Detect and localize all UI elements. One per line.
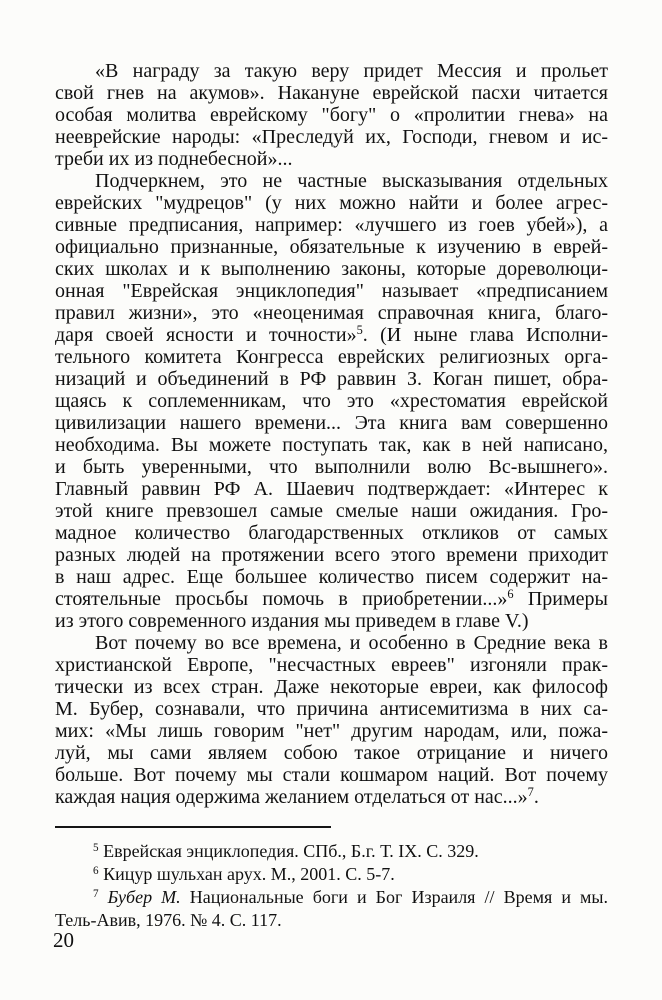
text-line: «В награду за такую веру придет Мессия и прольет [95,60,608,82]
footnote-marker: 5 [93,841,99,854]
paragraph [55,632,608,808]
text-line: Вот почему во все времена, и особенно в Средние века в [95,632,608,654]
text-line: в наш адрес. Еще большее количество писем содержит на- [55,566,608,588]
paragraph [55,170,608,632]
text-line: даря своей ясности и точности»$^5$. (И ныне глава Исполни- [55,323,608,346]
footnote-line: $^7$ Бубер М. Национальные боги и Бог Израиля // Время и мы. [93,887,609,907]
footnote-marker: 7 [93,887,99,900]
text-line: тельного комитета Конгресса еврейских религиозных орга- [55,346,608,368]
text-line: официально признанные, обязательные к изучению в еврей- [55,236,608,258]
footnote-line: $^6$ Кицур шульхан арух. М., 2001. С. 5-7. [93,864,395,884]
footnote-line: Тель-Авив, 1976. № 4. С. 117. [55,910,282,930]
text-line: и быть уверенными, что выполнили волю Вс-вышнего». [55,456,608,478]
footnote-author: Бубер М. [107,887,181,907]
text-line: Главный раввин РФ А. Шаевич подтверждает: «Интерес к [55,478,608,500]
text-line: цивилизации нашего времени... Эта книга вам совершенно [55,412,608,434]
text-line: онная "Еврейская энциклопедия" называет «предписанием [55,280,608,302]
text-line: больше. Вот почему мы стали кошмаром наций. Вот почему [55,764,608,786]
text-line: свой гнев на акумов». Накануне еврейской пасхи читается [55,82,608,104]
text-line: каждая нация одержима желанием отделаться от нас...»$^7$. [55,785,539,808]
text-line: еврейских "мудрецов" (у них можно найти и более агрес- [55,192,608,214]
text-line: треби их из поднебесной»... [55,148,293,170]
text-line: луй, мы сами являем собою такое отрицание и ничего [55,742,608,764]
body-text [55,60,608,808]
text-line: ских школах и к выполнению законы, которые дореволюци- [55,258,608,280]
text-line: разных людей на протяжении всего этого времени приходит [55,544,608,566]
text-line: тически из всех стран. Даже некоторые евреи, как философ [55,676,608,698]
text-line: этой книге превзошел самые смелые наши ожидания. Гро- [55,500,608,522]
footnote-marker: 6 [93,864,99,877]
text-line: стоятельные просьбы помочь в приобретении...»$^6$ Примеры [55,587,608,610]
text-line: щаясь к соплеменникам, что это «хрестоматия еврейской [55,390,608,412]
text-line: Подчеркнем, это не частные высказывания отдельных [95,170,608,192]
text-line: мадное количество благодарственных откликов от самых [55,522,608,544]
text-line: необходима. Вы можете поступать так, как в ней написано, [55,434,608,456]
footnote-ref: 5 [356,323,363,338]
text-line: нееврейские народы: «Преследуй их, Господи, гневом и ис- [55,126,608,148]
page-number: 20 [53,928,74,952]
footnote-divider [55,826,331,828]
text-line: низаций и объединений в РФ раввин З. Коган пишет, обра- [55,368,608,390]
paragraph [55,60,608,170]
text-line: особая молитва еврейскому "богу" о «пролитии гнева» на [55,104,608,126]
text-line: христианской Европе, "несчастных евреев" изгоняли прак- [55,654,608,676]
text-line: сивные предписания, например: «лучшего из гоев убей»), а [55,214,608,236]
footnote-ref: 7 [527,785,534,800]
footnote-ref: 6 [507,587,514,602]
text-line: из этого современного издания мы приведем в главе V.) [55,610,529,632]
page-content [55,60,608,932]
footnotes [55,840,608,932]
footnote-line: $^5$ Еврейская энциклопедия. СПб., Б.г. Т. IX. С. 329. [93,841,479,861]
text-line: мих: «Мы лишь говорим "нет" другим народам, или, пожа- [55,720,608,742]
text-line: правил жизни», это «неоценимая справочная книга, благо- [55,302,608,324]
text-line: М. Бубер, сознавали, что причина антисемитизма в них са- [55,698,608,720]
